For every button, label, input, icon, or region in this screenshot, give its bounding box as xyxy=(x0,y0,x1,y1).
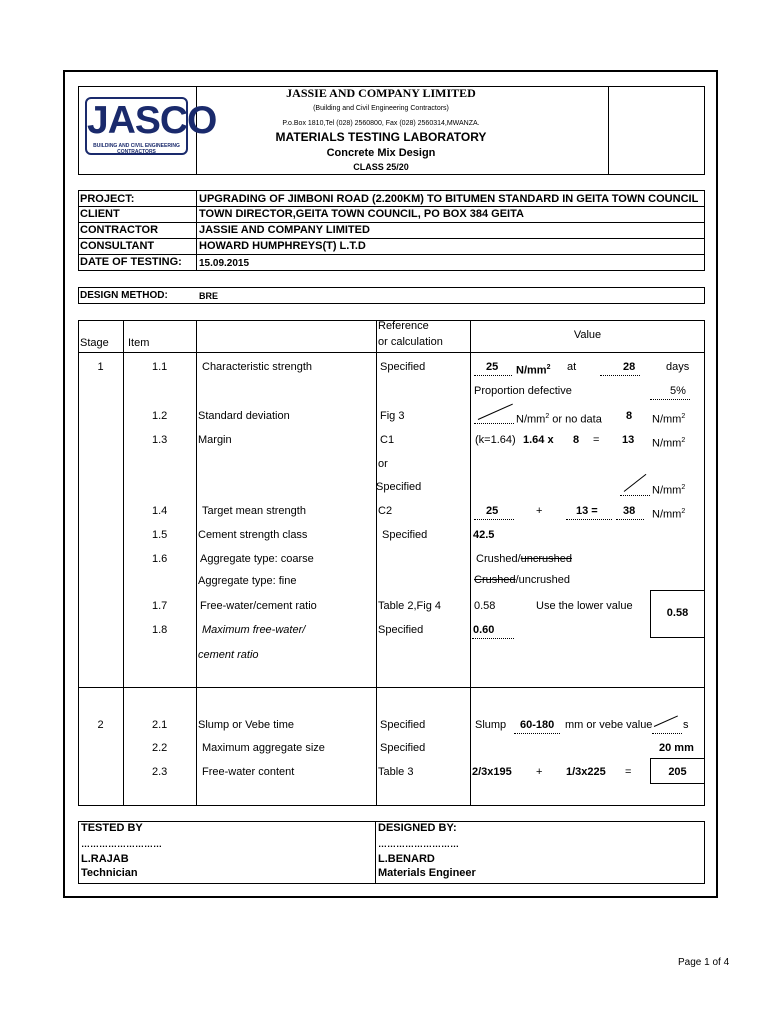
value-1-5: 42.5 xyxy=(473,529,495,541)
company-address: P.o.Box 1810,Tel (028) 2560800, Fax (028) 2560314,MWANZA. xyxy=(282,120,480,127)
item-1-5: 1.5 xyxy=(152,529,168,541)
or-1-3: or xyxy=(378,458,388,470)
unit-1-4: $N/mm^2$ xyxy=(652,508,686,521)
logo-word: JASCO xyxy=(87,99,217,142)
value-1-8: 0.60 xyxy=(473,624,495,636)
boxed-2-3-text: 205 xyxy=(668,766,687,778)
ref-1-1: Specified xyxy=(380,361,426,373)
desc-1-2: Standard deviation xyxy=(198,410,290,422)
date-label: DATE OF TESTING: xyxy=(80,256,182,268)
value-1-7: 0.58 xyxy=(474,600,496,612)
desc-1-8-line1: Maximum free-water/ xyxy=(202,624,306,636)
client-value: TOWN DIRECTOR,GEITA TOWN COUNCIL, PO BOX 384 GEITA xyxy=(199,208,524,220)
desc-1-6: Aggregate type: coarse xyxy=(200,553,314,565)
stage-2: 2 xyxy=(97,719,104,731)
item-1-7: 1.7 xyxy=(152,600,168,612)
ref-1-7: Table 2,Fig 4 xyxy=(378,600,441,612)
desc-1-6-fine: Aggregate type: fine xyxy=(198,575,297,587)
mix-design-table xyxy=(78,320,705,806)
value-1-4-plus: + xyxy=(536,505,543,517)
header-stage: Stage xyxy=(80,337,109,349)
value-1-3-b: 8 xyxy=(573,434,580,446)
header-reference: Reference xyxy=(378,320,429,332)
unit-1-2: $N/mm^2$ xyxy=(652,413,686,426)
value-1-3-c: 13 xyxy=(622,434,635,446)
slump-label: Slump xyxy=(475,719,507,731)
value-2-3-eq: = xyxy=(625,766,632,778)
stage-1: 1 xyxy=(97,361,104,373)
page-number: Page 1 of 4 xyxy=(678,957,730,968)
header-value: Value xyxy=(573,329,602,341)
item-2-2: 2.2 xyxy=(152,742,168,754)
item-1-6: 1.6 xyxy=(152,553,168,565)
unit-1-3-specified: $N/mm^2$ xyxy=(652,484,686,497)
consultant-value: HOWARD HUMPHREYS(T) L.T.D xyxy=(199,240,366,252)
value-1-4-a: 25 xyxy=(486,505,499,517)
item-1-8: 1.8 xyxy=(152,624,168,636)
company-name: JASSIE AND COMPANY LIMITED xyxy=(286,86,476,100)
item-1-4: 1.4 xyxy=(152,505,168,517)
ref-1-4: C2 xyxy=(378,505,393,517)
desc-1-1: Characteristic strength xyxy=(202,361,313,373)
boxed-1-7-text: 0.58 xyxy=(666,607,689,619)
logo-tagline: BUILDING AND CIVIL ENGINEERING CONTRACTORS xyxy=(93,143,180,155)
value-1-3-a: 1.64 x xyxy=(523,434,554,446)
value-1-1-strength: 25 xyxy=(486,361,499,373)
value-1-6-fine: Crushed/uncrushed xyxy=(474,574,571,586)
proportion-defective-label: Proportion defective xyxy=(474,385,572,397)
designed-by-name: L.BENARD xyxy=(378,853,435,865)
value-1-6: Crushed/uncrushed xyxy=(476,553,573,565)
project-value: UPGRADING OF JIMBONI ROAD (2.200KM) TO BITUMEN STANDARD IN GEITA TOWN COUNCIL xyxy=(199,193,699,205)
tested-by-name: L.RAJAB xyxy=(81,853,129,865)
value-1-3-k: (k=1.64) xyxy=(475,434,516,446)
value-1-2-text: $N/mm^2$ or no data xyxy=(516,413,602,426)
consultant-label: CONSULTANT xyxy=(80,240,155,252)
item-1-2: 1.2 xyxy=(152,410,168,422)
desc-1-3: Margin xyxy=(198,434,232,446)
at-1-1: at xyxy=(567,361,577,373)
project-label: PROJECT: xyxy=(80,193,135,205)
company-subtitle: (Building and Civil Engineering Contractors) xyxy=(313,105,449,112)
client-label: CLIENT xyxy=(80,208,120,220)
ref-2-3: Table 3 xyxy=(378,766,414,778)
value-2-3-a: 2/3x195 xyxy=(472,766,512,778)
item-1-3: 1.3 xyxy=(152,434,168,446)
value-2-2: 20 mm xyxy=(659,742,694,754)
desc-1-8-line2: cement ratio xyxy=(198,649,259,661)
ref-1-3-specified: Specified xyxy=(376,481,422,493)
doc-title: Concrete Mix Design xyxy=(326,147,436,159)
desc-1-4: Target mean strength xyxy=(202,505,306,517)
ref-1-3: C1 xyxy=(380,434,395,446)
note-1-7: Use the lower value xyxy=(536,600,633,612)
contractor-value: JASSIE AND COMPANY LIMITED xyxy=(199,224,370,236)
designed-by-label: DESIGNED BY: xyxy=(378,822,457,834)
unit-1-3: $N/mm^2$ xyxy=(652,437,686,450)
design-method-label: DESIGN METHOD: xyxy=(80,290,168,301)
design-method-box xyxy=(78,287,705,304)
designed-by-role: Materials Engineer xyxy=(378,867,476,879)
value-2-3-plus: + xyxy=(536,766,543,778)
jasco-logo xyxy=(85,97,217,155)
item-1-1: 1.1 xyxy=(152,361,168,373)
ref-1-8: Specified xyxy=(378,624,424,636)
value-1-1-age: 28 xyxy=(623,361,636,373)
tested-by-dots: ……………………… xyxy=(81,839,162,849)
desc-1-7: Free-water/cement ratio xyxy=(200,600,317,612)
lab-title: MATERIALS TESTING LABORATORY xyxy=(275,130,487,144)
contractor-label: CONTRACTOR xyxy=(80,224,159,236)
desc-1-5: Cement strength class xyxy=(198,529,308,541)
item-2-1: 2.1 xyxy=(152,719,168,731)
desc-2-2: Maximum aggregate size xyxy=(202,742,325,754)
ref-1-2: Fig 3 xyxy=(380,410,405,422)
slump-unit: mm or vebe value xyxy=(565,719,653,731)
proportion-defective-value: 5% xyxy=(670,385,686,397)
designed-by-dots: ……………………… xyxy=(378,839,459,849)
value-1-4-b: 13 = xyxy=(576,505,598,517)
ref-2-1: Specified xyxy=(380,719,426,731)
item-2-3: 2.3 xyxy=(152,766,168,778)
ref-2-2: Specified xyxy=(380,742,426,754)
value-2-1: 60-180 xyxy=(520,719,555,731)
tested-by-label: TESTED BY xyxy=(81,822,143,834)
header-item: Item xyxy=(128,337,150,349)
vebe-unit: s xyxy=(683,719,689,731)
date-value: 15.09.2015 xyxy=(199,258,250,269)
value-1-4-c: 38 xyxy=(623,505,636,517)
design-method-value: BRE xyxy=(199,291,219,301)
tested-by-role: Technician xyxy=(81,867,138,879)
value-1-2: 8 xyxy=(626,410,633,422)
class-title: CLASS 25/20 xyxy=(353,162,409,172)
desc-2-1: Slump or Vebe time xyxy=(198,719,294,731)
header-calculation: or calculation xyxy=(378,336,443,348)
days-1-1: days xyxy=(666,361,690,373)
unit-1-1: $N/mm^2$ xyxy=(516,364,551,377)
value-2-3-b: 1/3x225 xyxy=(566,766,606,778)
desc-2-3: Free-water content xyxy=(202,766,295,778)
value-1-3-eq: = xyxy=(593,434,600,446)
ref-1-5: Specified xyxy=(382,529,428,541)
